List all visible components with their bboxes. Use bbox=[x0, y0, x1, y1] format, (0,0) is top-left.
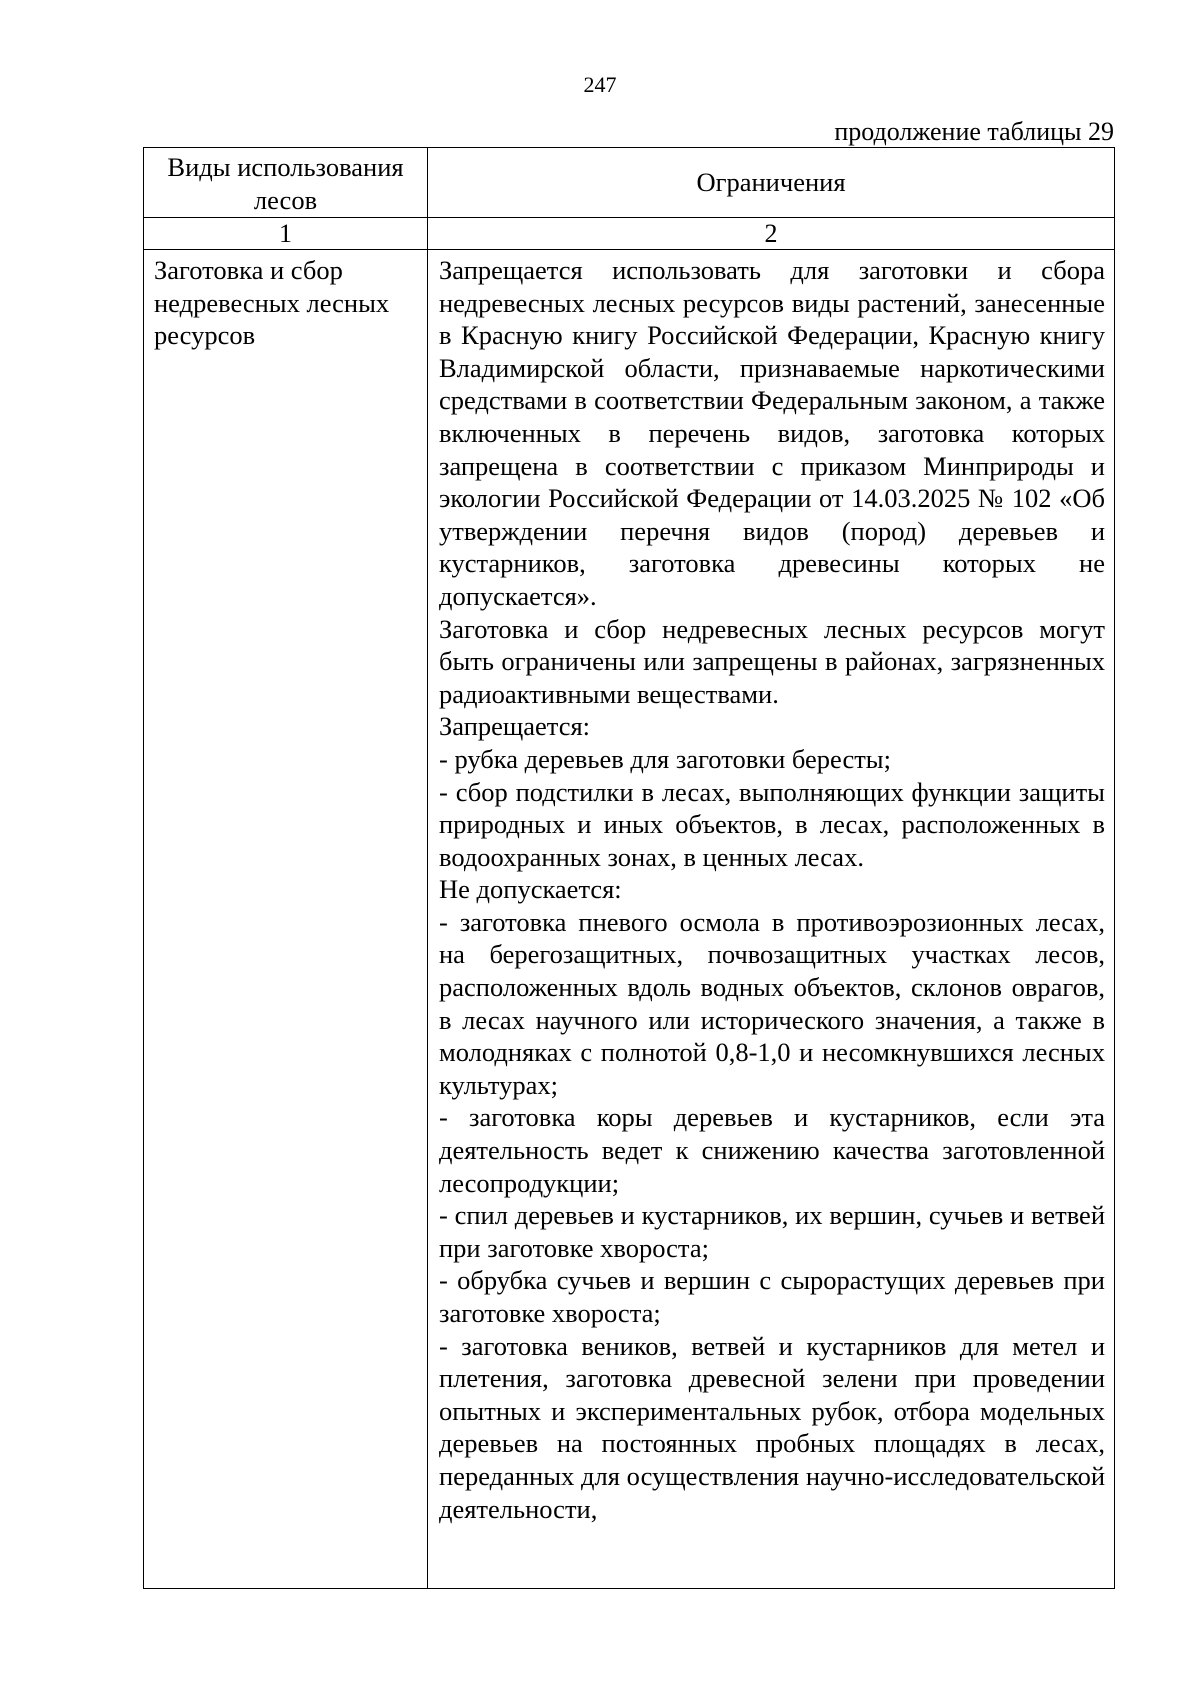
restrictions-table bbox=[143, 147, 1115, 1589]
table-continuation-label: продолжение таблицы 29 bbox=[834, 117, 1114, 146]
header-restrictions: Ограничения bbox=[428, 148, 1115, 218]
restriction-paragraph: - рубка деревьев для заготовки бересты; bbox=[439, 743, 891, 774]
restriction-paragraph: - обрубка сучьев и вершин с сырорастущих деревьев при заготовке хвороста; bbox=[439, 1265, 1105, 1328]
restriction-paragraph: - заготовка веников, ветвей и кустарников для метел и плетения, заготовка древесной зелени при проведении опытных и экспериментальных рубок, отбора модельных деревьев на постоянных пробных площадях в лесах, переданных для осуществления научно-исследовательской деятельности, bbox=[439, 1330, 1105, 1524]
restriction-paragraph: - сбор подстилки в лесах, выполняющих функции защиты природных и иных объектов, в лесах, расположенных в водоохранных зонах, в ценных лесах. bbox=[439, 776, 1105, 872]
page-number: 247 bbox=[583, 72, 617, 97]
table-row bbox=[144, 250, 1115, 1589]
restriction-paragraph: Запрещается: bbox=[439, 711, 591, 742]
column-number-1: 1 bbox=[144, 218, 428, 250]
restriction-paragraph: - заготовка пневого осмола в противоэрозионных лесах, на берегозащитных, почвозащитных участках лесов, расположенных вдоль водных объектов, склонов оврагов, в лесах научного или исторического значения, а также в молодняках с полнотой 0,8-1,0 и несомкнувшихся лесных культурах; bbox=[439, 906, 1105, 1100]
use-type-cell: Заготовка и сбор недревесных лесных ресурсов bbox=[144, 250, 428, 1589]
restriction-paragraph: - спил деревьев и кустарников, их вершин, сучьев и ветвей при заготовке хвороста; bbox=[439, 1200, 1105, 1263]
table-header-row bbox=[144, 148, 1115, 218]
restriction-paragraph: Запрещается использовать для заготовки и сбора недревесных лесных ресурсов виды растений, занесенные в Красную книгу Российской Федерации, Красную книгу Владимирской области, признаваемые наркотическими средствами в соответствии Федеральным законом, а также включенных в перечень видов, заготовка которых запрещена в соответствии с приказом Минприроды и экологии Российской Федерации от 14.03.2025 № 102 «Об утверждении перечня видов (пород) деревьев и кустарников, заготовка древесины которых не допускается». bbox=[439, 255, 1105, 611]
restriction-paragraph: Заготовка и сбор недревесных лесных ресурсов могут быть ограничены или запрещены в районах, загрязненных радиоактивными веществами. bbox=[439, 613, 1105, 709]
column-number-2: 2 bbox=[428, 218, 1115, 250]
column-number-row bbox=[144, 218, 1115, 250]
restriction-paragraph: Не допускается: bbox=[439, 874, 622, 905]
header-use-type: Виды использования лесов bbox=[144, 148, 428, 218]
restriction-paragraph: - заготовка коры деревьев и кустарников, если эта деятельность ведет к снижению качества заготовленной лесопродукции; bbox=[439, 1102, 1105, 1198]
restrictions-cell bbox=[428, 250, 1115, 1589]
